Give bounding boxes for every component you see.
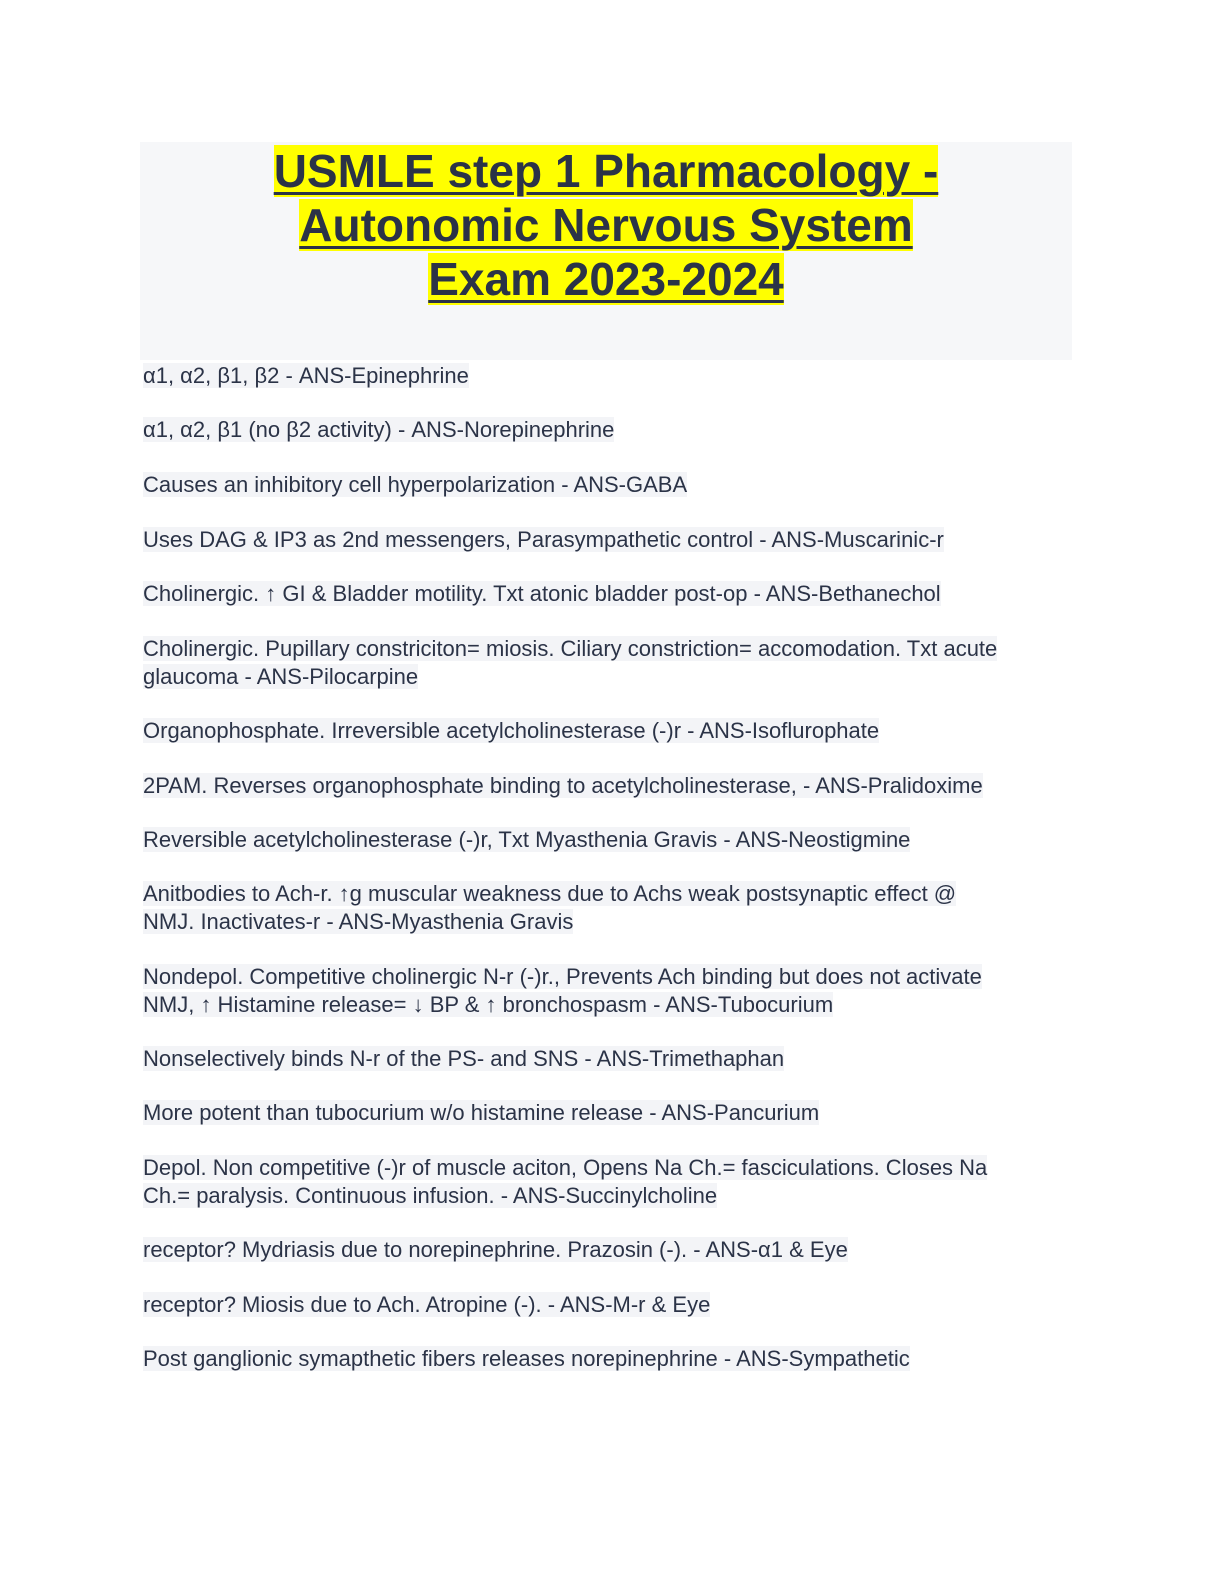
- flashcard-line: glaucoma - ANS-Pilocarpine: [143, 664, 419, 689]
- flashcard-item: [143, 580, 941, 608]
- flashcard-line: receptor? Mydriasis due to norepinephrine. Prazosin (-). - ANS-α1 & Eye: [143, 1237, 848, 1262]
- flashcard-item: [143, 1045, 784, 1073]
- flashcard-line: Nonselectively binds N-r of the PS- and SNS - ANS-Trimethaphan: [143, 1046, 785, 1071]
- flashcard-line: Depol. Non competitive (-)r of muscle aciton, Opens Na Ch.= fasciculations. Closes Na: [143, 1155, 988, 1180]
- flashcard-line: Ch.= paralysis. Continuous infusion. - ANS-Succinylcholine: [143, 1183, 718, 1208]
- flashcard-line: 2PAM. Reverses organophosphate binding to acetylcholinesterase, - ANS-Pralidoxime: [143, 773, 983, 798]
- title-line-1: USMLE step 1 Pharmacology -: [273, 145, 939, 197]
- flashcard-item: [143, 635, 997, 691]
- flashcard-item: [143, 1236, 848, 1264]
- flashcard-item: [143, 1099, 819, 1127]
- flashcard-item: [143, 772, 983, 800]
- flashcard-item: [143, 1291, 710, 1319]
- flashcard-item: [143, 416, 614, 444]
- flashcard-line: NMJ. Inactivates-r - ANS-Myasthenia Gravis: [143, 909, 574, 934]
- flashcard-line: Organophosphate. Irreversible acetylcholinesterase (-)r - ANS-Isoflurophate: [143, 718, 880, 743]
- flashcard-item: [143, 963, 982, 1019]
- flashcard-line: More potent than tubocurium w/o histamine release - ANS-Pancurium: [143, 1100, 820, 1125]
- flashcard-item: [143, 1345, 910, 1373]
- flashcard-line: Uses DAG & IP3 as 2nd messengers, Parasympathetic control - ANS-Muscarinic-r: [143, 527, 944, 552]
- flashcard-line: α1, α2, β1 (no β2 activity) - ANS-Norepinephrine: [143, 417, 615, 442]
- flashcard-line: NMJ, ↑ Histamine release= ↓ BP & ↑ bronchospasm - ANS-Tubocurium: [143, 992, 834, 1017]
- title-line-3: Exam 2023-2024: [428, 253, 784, 305]
- flashcard-line: Reversible acetylcholinesterase (-)r, Txt Myasthenia Gravis - ANS-Neostigmine: [143, 827, 911, 852]
- flashcard-line: Causes an inhibitory cell hyperpolarization - ANS-GABA: [143, 472, 688, 497]
- flashcard-line: α1, α2, β1, β2 - ANS-Epinephrine: [143, 363, 469, 388]
- flashcard-item: [143, 826, 910, 854]
- flashcard-line: Anitbodies to Ach-r. ↑g muscular weakness due to Achs weak postsynaptic effect @: [143, 881, 957, 906]
- flashcard-line: Nondepol. Competitive cholinergic N-r (-)r., Prevents Ach binding but does not activate: [143, 964, 982, 989]
- flashcard-line: Cholinergic. Pupillary constriciton= miosis. Ciliary constriction= accomodation. Txt acute: [143, 636, 998, 661]
- flashcard-line: receptor? Miosis due to Ach. Atropine (-). - ANS-M-r & Eye: [143, 1292, 711, 1317]
- title-line-2: Autonomic Nervous System: [299, 199, 913, 251]
- title-block: [140, 142, 1072, 360]
- flashcard-line: Post ganglionic symapthetic fibers releases norepinephrine - ANS-Sympathetic: [143, 1346, 910, 1371]
- flashcard-item: [143, 717, 879, 745]
- flashcard-item: [143, 362, 469, 390]
- flashcard-item: [143, 471, 687, 499]
- flashcard-item: [143, 880, 956, 936]
- flashcard-item: [143, 1154, 987, 1210]
- flashcard-line: Cholinergic. ↑ GI & Bladder motility. Txt atonic bladder post-op - ANS-Bethanechol: [143, 581, 941, 606]
- flashcard-item: [143, 526, 944, 554]
- document-title: [140, 142, 1072, 306]
